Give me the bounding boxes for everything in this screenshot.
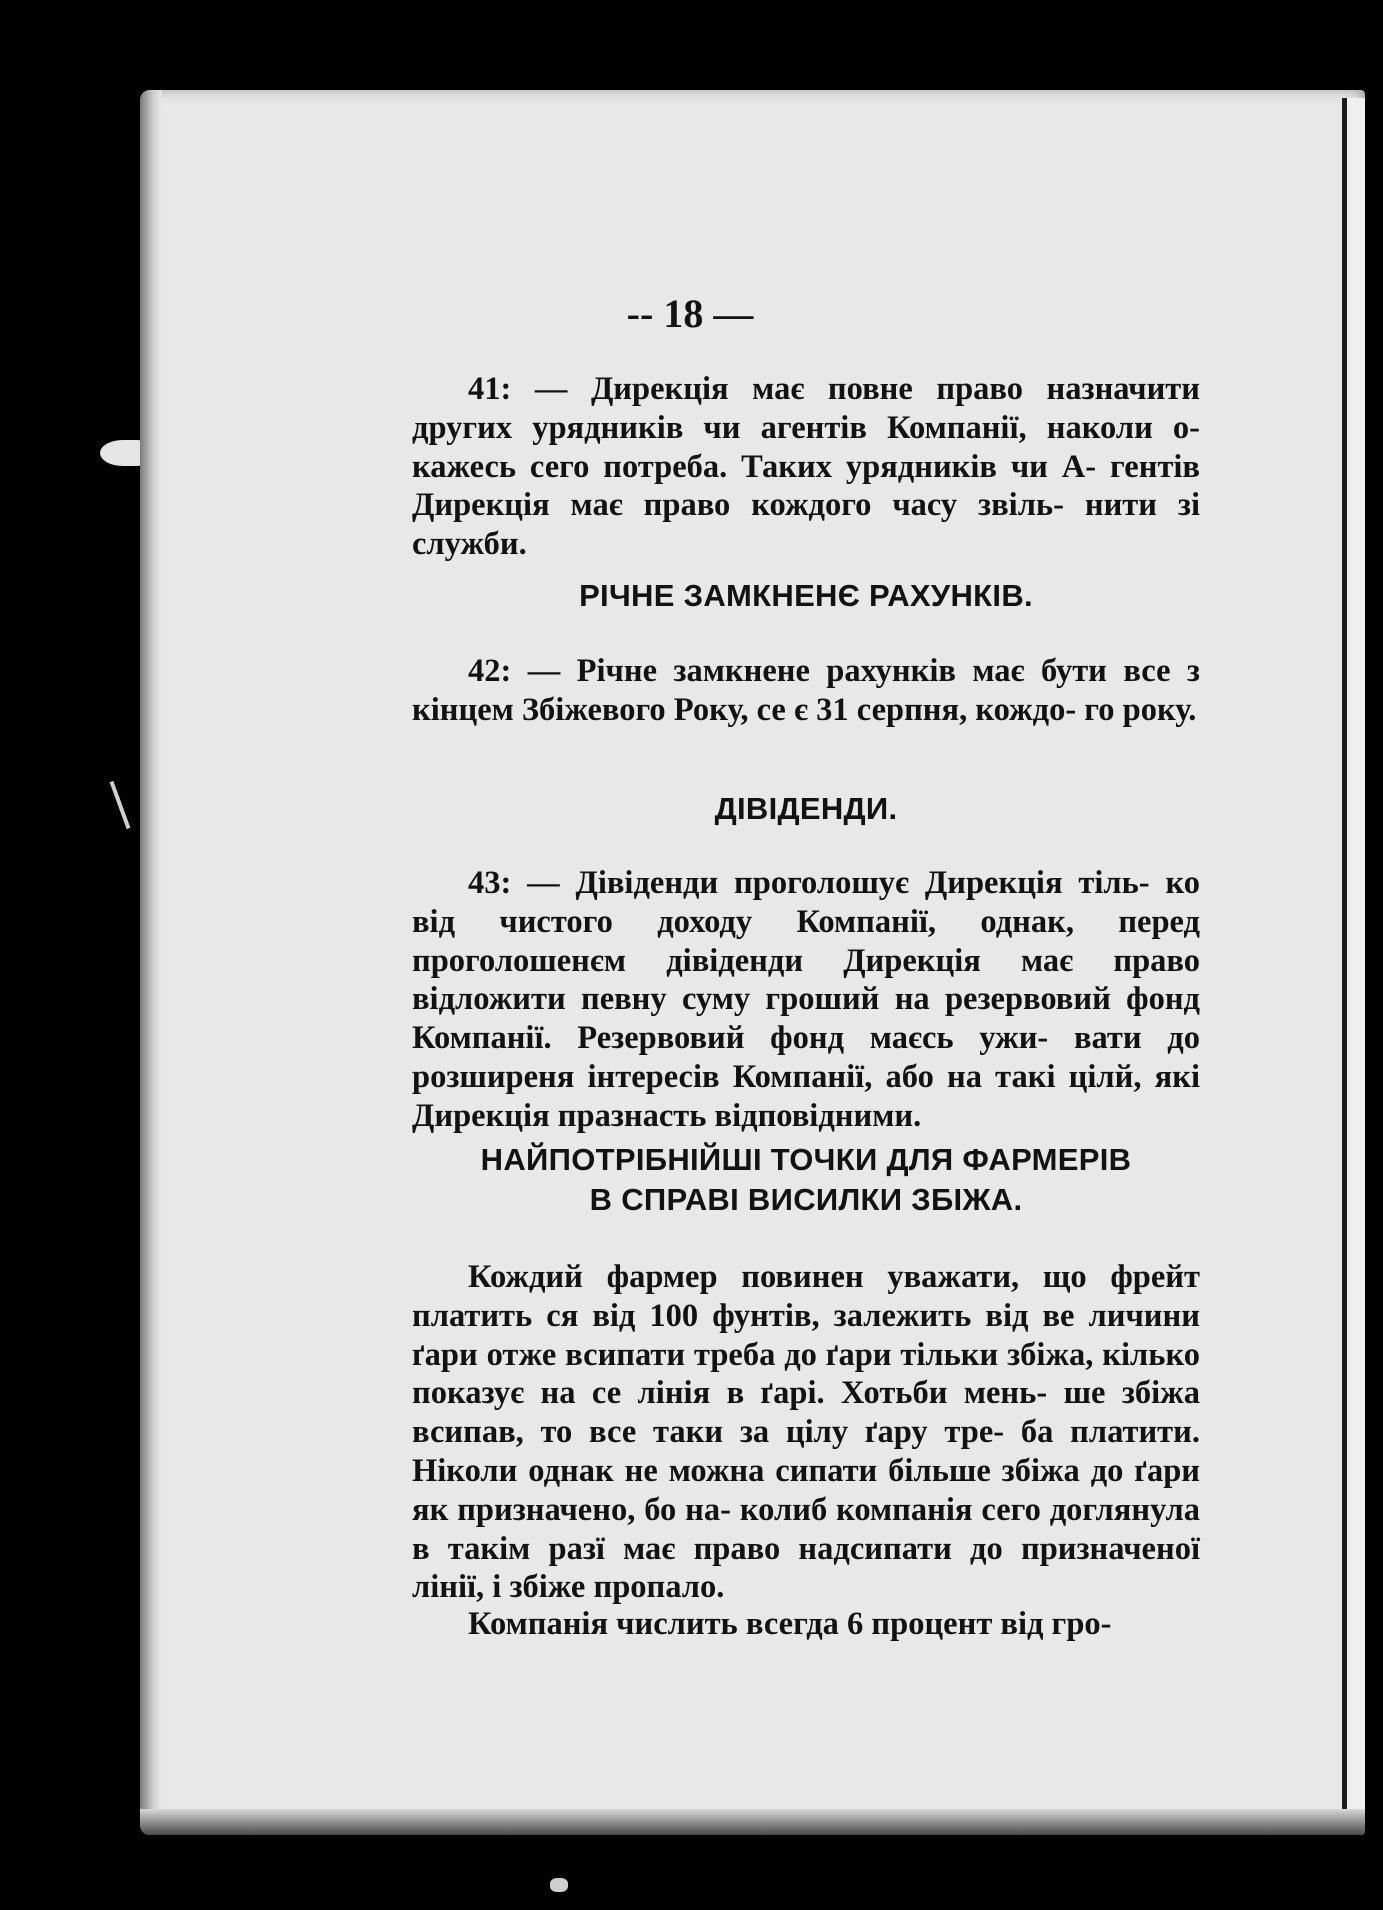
paragraph-farmer-shipping: Кождий фармер повинен уважати, що фрейт платить ся від 100 фунтів, залежить від ве личини ґари отже всипати треба до ґари тільки збіжа, кілько показує на се лінія в ґарі. Хотьби мень- ше збіжа всипав, то все таки за цілу ґару тре- ба платити. Ніколи однак не можна сипати більше збіжа до ґари як призначено, бо на- колиб компанія сего доглянула в такім разї має право надсипати до призначеної лінії, і збіже пропало. bbox=[412, 1259, 1200, 1606]
page-bottom-shadow bbox=[140, 1809, 1365, 1835]
page-edge bbox=[1342, 98, 1365, 1827]
scan-artifact bbox=[550, 1878, 568, 1892]
heading-annual-accounts: РІЧНЕ ЗАМКНЕНЄ РАХУНКІВ. bbox=[579, 578, 1033, 613]
article-43: 43: — Дівіденди проголошує Дирекція тіль- ко від чистого доходу Компанії, однак, перед проголошенєм дівіденди Дирекція має право відложити певну суму гроший на резервовий фонд Компанії. Резервовий фонд маєсь ужи- вати до розширеня інтересів Компанії, або на такі цілй, які Дирекція празнасть відповідними. bbox=[412, 865, 1200, 1134]
page-number: -- 18 — bbox=[626, 291, 754, 336]
article-42: 42: — Річне замкнене рахунків має бути все з кінцем Збіжевого Року, се є 31 серпня, кождо- го року. bbox=[412, 653, 1200, 728]
paragraph-company-percent: Компанія числить всегда 6 процент від гро- bbox=[468, 1606, 1112, 1642]
heading-farmer-points-line-1: НАЙПОТРІБНІЙШІ ТОЧКИ ДЛЯ ФАРМЕРІВ bbox=[480, 1142, 1132, 1177]
heading-farmer-points bbox=[412, 1140, 1200, 1220]
heading-farmer-points-line-2: В СПРАВІ ВИСИЛКИ ЗБІЖА. bbox=[589, 1182, 1023, 1217]
article-41: 41: — Дирекція має повне право назначити других урядників чи агентів Компанії, наколи о- кажесь сего потреба. Таких урядників чи А- гентів Дирекція має право кождого часу звіль- нити зі служби. bbox=[412, 371, 1200, 563]
heading-dividends: ДІВІДЕНДИ. bbox=[714, 791, 898, 826]
page-spine-shadow bbox=[140, 90, 162, 1835]
scan-artifact bbox=[110, 781, 131, 829]
